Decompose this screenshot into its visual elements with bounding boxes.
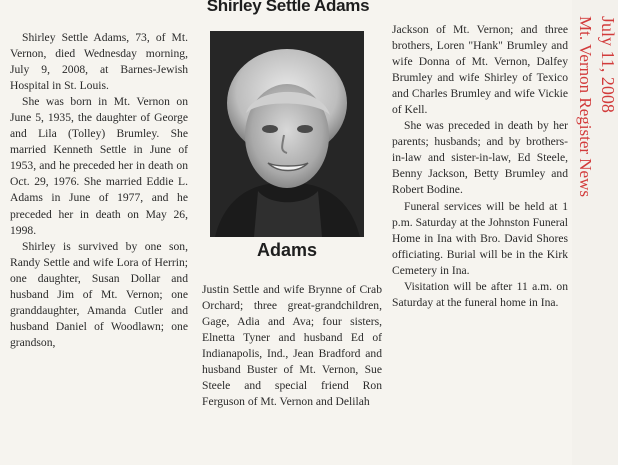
obituary-headline: Shirley Settle Adams (206, 0, 370, 15)
paragraph: Funeral services will be held at 1 p.m. Saturday at the Johnston Funeral Home in Ina with Bro. David Shores officiating. Burial will be in the Kirk Cemetery in Ina. (392, 199, 568, 277)
note-line-date: July 11, 2008 (598, 16, 618, 113)
article-column-3 (392, 22, 568, 311)
paragraph: She was born in Mt. Vernon on June 5, 1935, the daughter of George and Lila (Tolley) Brumley. She married Kenneth Settle in June of 1953, and he preceded her in death on Oct. 29, 1976. She married Eddie L. Adams in June of 1977, and he preceded her in death on May 26, 1998. (10, 95, 188, 237)
paragraph: Jackson of Mt. Vernon; and three brothers, Loren "Hank" Brumley and wife Donna of Mt. Vernon, Dalfey Brumley and wife Shirley of Texico and Charles Brumley and wife Vickie of Kell. (392, 23, 568, 117)
paragraph: Shirley is survived by one son, Randy Settle and wife Lora of Herrin; one daughter, Susan Dollar and husband Jim of Mt. Vernon; one granddaughter, Amanda Cutler and husband Daniel of Woodlawn; one grandson, (10, 239, 188, 349)
paragraph: Justin Settle and wife Brynne of Crab Orchard; three great-grandchildren, Gage, Adia and Ava; four sisters, Elnetta Tyner and husband Ed of Indianapolis, Ind., Jean Bradford and husband Buster of Mt. Vernon, Sue Steele and special friend Ron Ferguson of Mt. Vernon and Delilah (202, 283, 382, 409)
portrait-image (210, 31, 364, 237)
photo-caption: Adams (256, 240, 318, 260)
portrait-photo (210, 31, 364, 237)
paragraph: Visitation will be after 11 a.m. on Saturday at the funeral home in Ina. (392, 279, 568, 309)
handwriting-overlay (574, 12, 618, 282)
paragraph: Shirley Settle Adams, 73, of Mt. Vernon, died Wednesday morning, July 9, 2008, at Barnes-Jewish Hospital in St. Louis. (10, 31, 188, 93)
article-column-2 (202, 282, 382, 410)
article-column-1 (10, 30, 188, 351)
handwritten-date-note (574, 12, 618, 282)
paragraph: She was preceded in death by her parents; husbands; and by brothers-in-law and sister-in-law, Ed Steele, Benny Jackson, Betty Brumley and Robert Bodine. (392, 119, 568, 197)
note-line-source: Mt. Vernon Register News (576, 16, 595, 197)
